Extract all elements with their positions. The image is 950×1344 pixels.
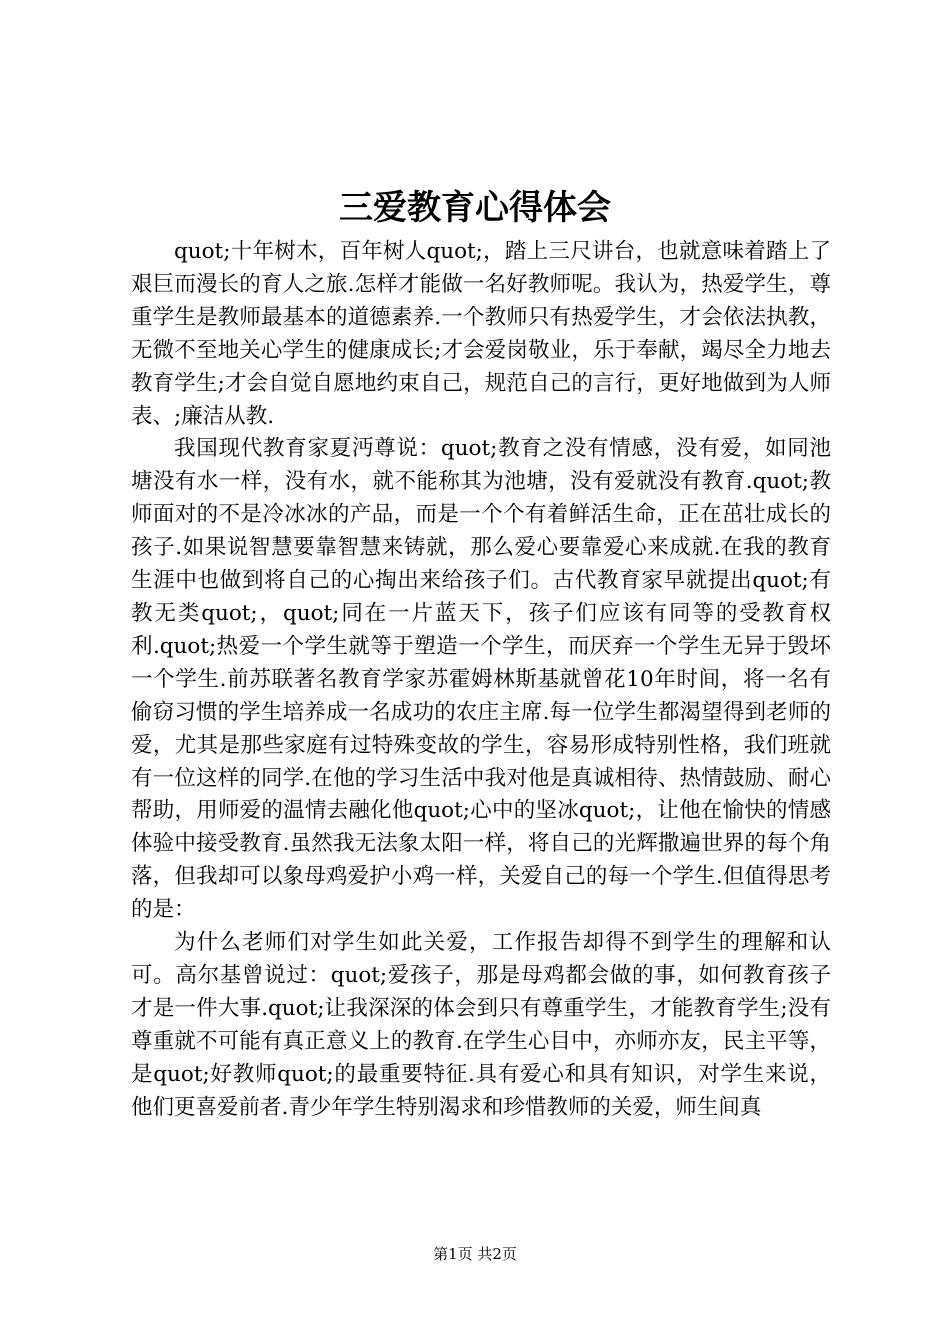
paragraph: 我国现代教育家夏沔尊说：quot;教育之没有情感，没有爱，如同池塘没有水一样，没有水，就不能称其为池塘，没有爱就没有教育.quot;教师面对的不是冷冰冰的产品，而是一个个有着鲜活生命，正在茁壮成长的孩子.如果说智慧要靠智慧来铸就，那么爱心要靠爱心来成就.在我的教育生涯中也做到将自己的心掏出来给孩子们。古代教育家早就提出quot;有教无类quot;，quot;同在一片蓝天下，孩子们应该有同等的受教育权利.quot;热爱一个学生就等于塑造一个学生，而厌弃一个学生无异于毁坏一个学生.前苏联著名教育学家苏霍姆林斯基就曾花10年时间，将一名有偷窃习惯的学生培养成一名成功的农庄主席.每一位学生都渴望得到老师的爱，尤其是那些家庭有过特殊变故的学生，容易形成特别性格，我们班就有一位这样的同学.在他的学习生活中我对他是真诚相待、热情鼓励、耐心帮助，用师爱的温情去融化他quot;心中的坚冰quot;，让他在愉快的情感体验中接受教育.虽然我无法象太阳一样，将自己的光辉撒遍世界的每个角落，但我却可以象母鸡爱护小鸡一样，关爱自己的每一个学生.但值得思考的是： bbox=[131, 436, 831, 923]
document-title: 三爱教育心得体会 bbox=[339, 188, 611, 228]
paragraph: quot;十年树木，百年树人quot;，踏上三尺讲台，也就意味着踏上了艰巨而漫长的育人之旅.怎样才能做一名好教师呢。我认为，热爱学生，尊重学生是教师最基本的道德素养.一个教师只有热爱学生，才会依法执教，无微不至地关心学生的健康成长;才会爱岗敬业，乐于奉献，竭尽全力地去教育学生;才会自觉自愿地约束自己，规范自己的言行，更好地做到为人师表、;廉洁从教. bbox=[131, 239, 831, 429]
page-number: 第1页 共2页 bbox=[433, 1245, 517, 1263]
paragraph: 为什么老师们对学生如此关爱，工作报告却得不到学生的理解和认可。高尔基曾说过：quot;爱孩子，那是母鸡都会做的事，如何教育孩子才是一件大事.quot;让我深深的体会到只有尊重学生，才能教育学生;没有尊重就不可能有真正意义上的教育.在学生心目中，亦师亦友，民主平等，是quot;好教师quot;的最重要特征.具有爱心和具有知识，对学生来说，他们更喜爱前者.青少年学生特别渴求和珍惜教师的关爱，师生间真 bbox=[131, 930, 831, 1120]
document-body bbox=[131, 236, 831, 1124]
